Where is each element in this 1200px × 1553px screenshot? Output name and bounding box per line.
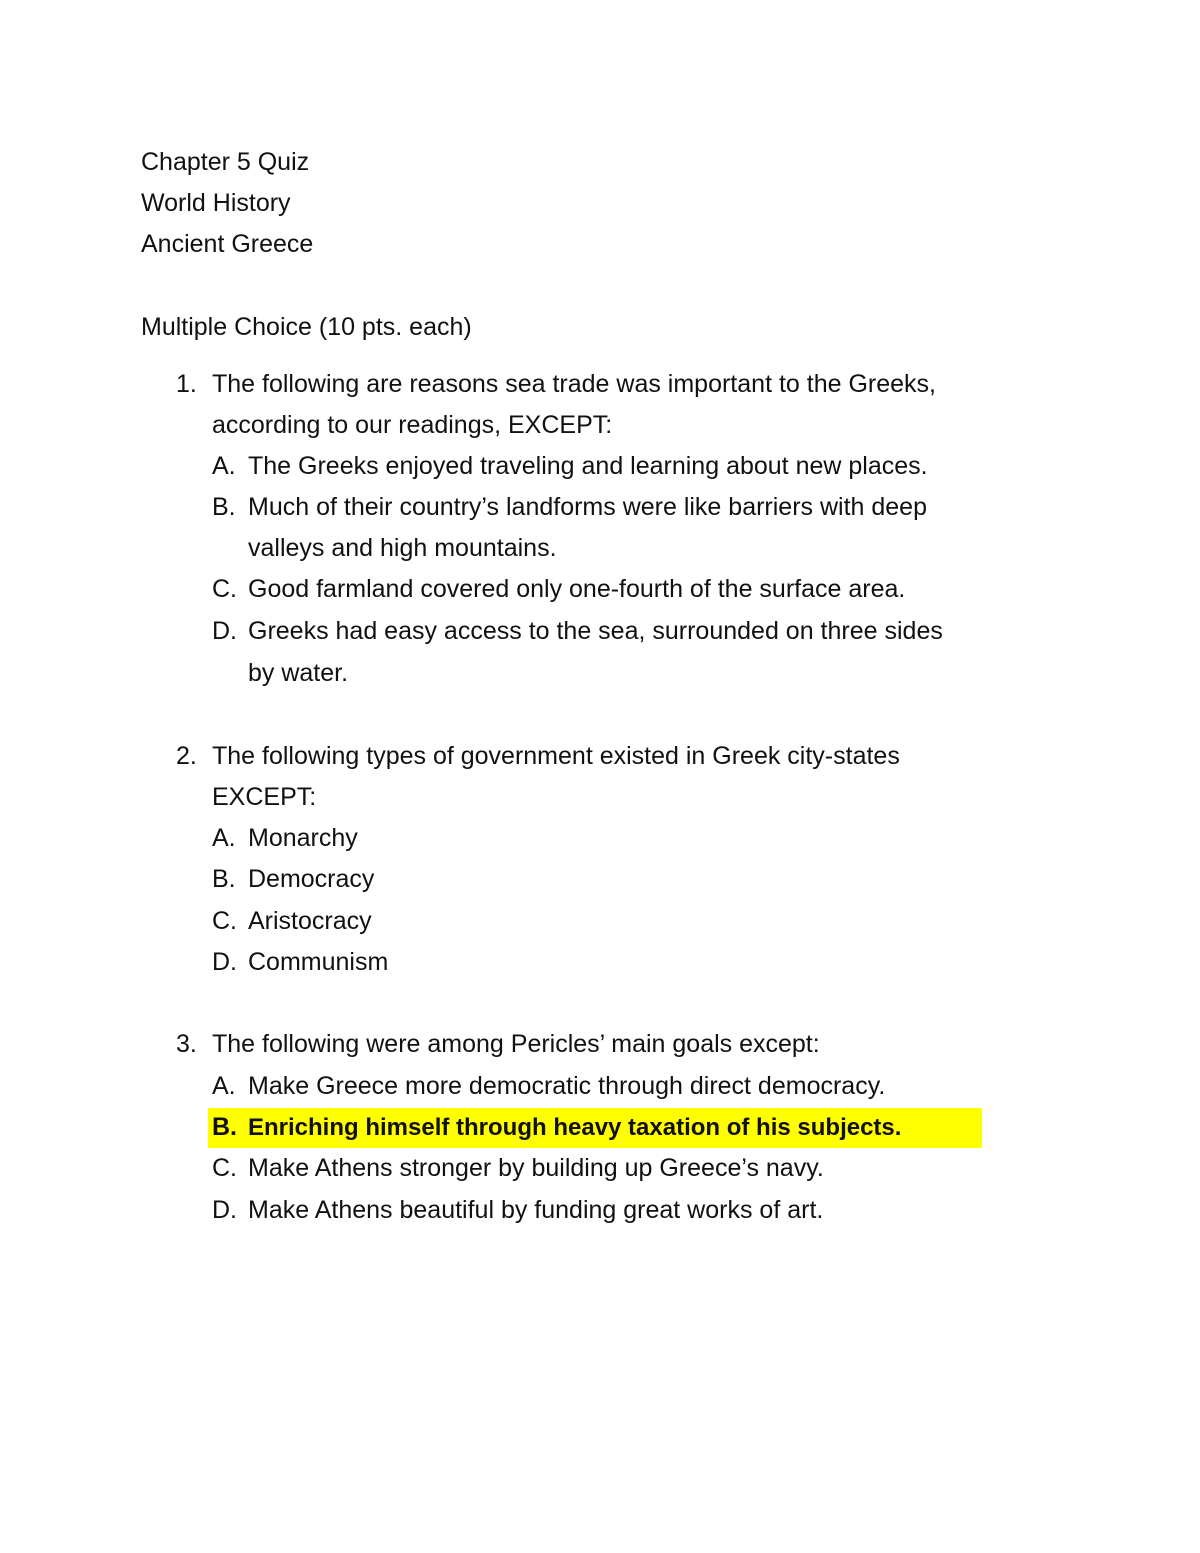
option-text: Make Athens stronger by building up Greece’s navy.	[248, 1154, 824, 1182]
option-letter: A.	[212, 452, 236, 480]
course-name: World History	[141, 189, 291, 217]
option-letter: B.	[212, 493, 236, 521]
quiz-title: Chapter 5 Quiz	[141, 148, 310, 176]
question-text: The following types of government existed in Greek city-states	[212, 742, 900, 770]
option-text: Make Athens beautiful by funding great works of art.	[248, 1196, 824, 1224]
option-text: Communism	[248, 948, 389, 976]
question-number: 3.	[176, 1030, 197, 1058]
option-text: by water.	[248, 659, 349, 687]
question-text: EXCEPT:	[212, 783, 317, 811]
option-letter-highlighted: B.	[212, 1113, 237, 1141]
option-text: Much of their country’s landforms were like barriers with deep	[248, 493, 927, 521]
section-heading: Multiple Choice (10 pts. each)	[141, 313, 472, 341]
question-text: according to our readings, EXCEPT:	[212, 411, 613, 439]
option-text: Aristocracy	[248, 907, 372, 935]
option-text: Democracy	[248, 865, 375, 893]
option-text-highlighted: Enriching himself through heavy taxation of his subjects.	[248, 1114, 902, 1141]
question-text: The following are reasons sea trade was important to the Greeks,	[212, 370, 936, 398]
option-letter: C.	[212, 575, 237, 603]
question-number: 1.	[176, 370, 197, 398]
option-text: Monarchy	[248, 824, 358, 852]
option-text: The Greeks enjoyed traveling and learning about new places.	[248, 452, 928, 480]
question-text: The following were among Pericles’ main goals except:	[212, 1030, 820, 1058]
option-letter: C.	[212, 1154, 237, 1182]
option-letter: A.	[212, 824, 236, 852]
option-text: Greeks had easy access to the sea, surrounded on three sides	[248, 617, 943, 645]
question-number: 2.	[176, 742, 197, 770]
option-text: valleys and high mountains.	[248, 534, 557, 562]
option-letter: C.	[212, 907, 237, 935]
option-letter: D.	[212, 948, 237, 976]
option-letter: A.	[212, 1072, 236, 1100]
unit-name: Ancient Greece	[141, 230, 314, 258]
option-text: Make Greece more democratic through direct democracy.	[248, 1072, 886, 1100]
option-letter: D.	[212, 1196, 237, 1224]
option-text: Good farmland covered only one-fourth of the surface area.	[248, 575, 906, 603]
option-letter: B.	[212, 865, 236, 893]
option-letter: D.	[212, 617, 237, 645]
